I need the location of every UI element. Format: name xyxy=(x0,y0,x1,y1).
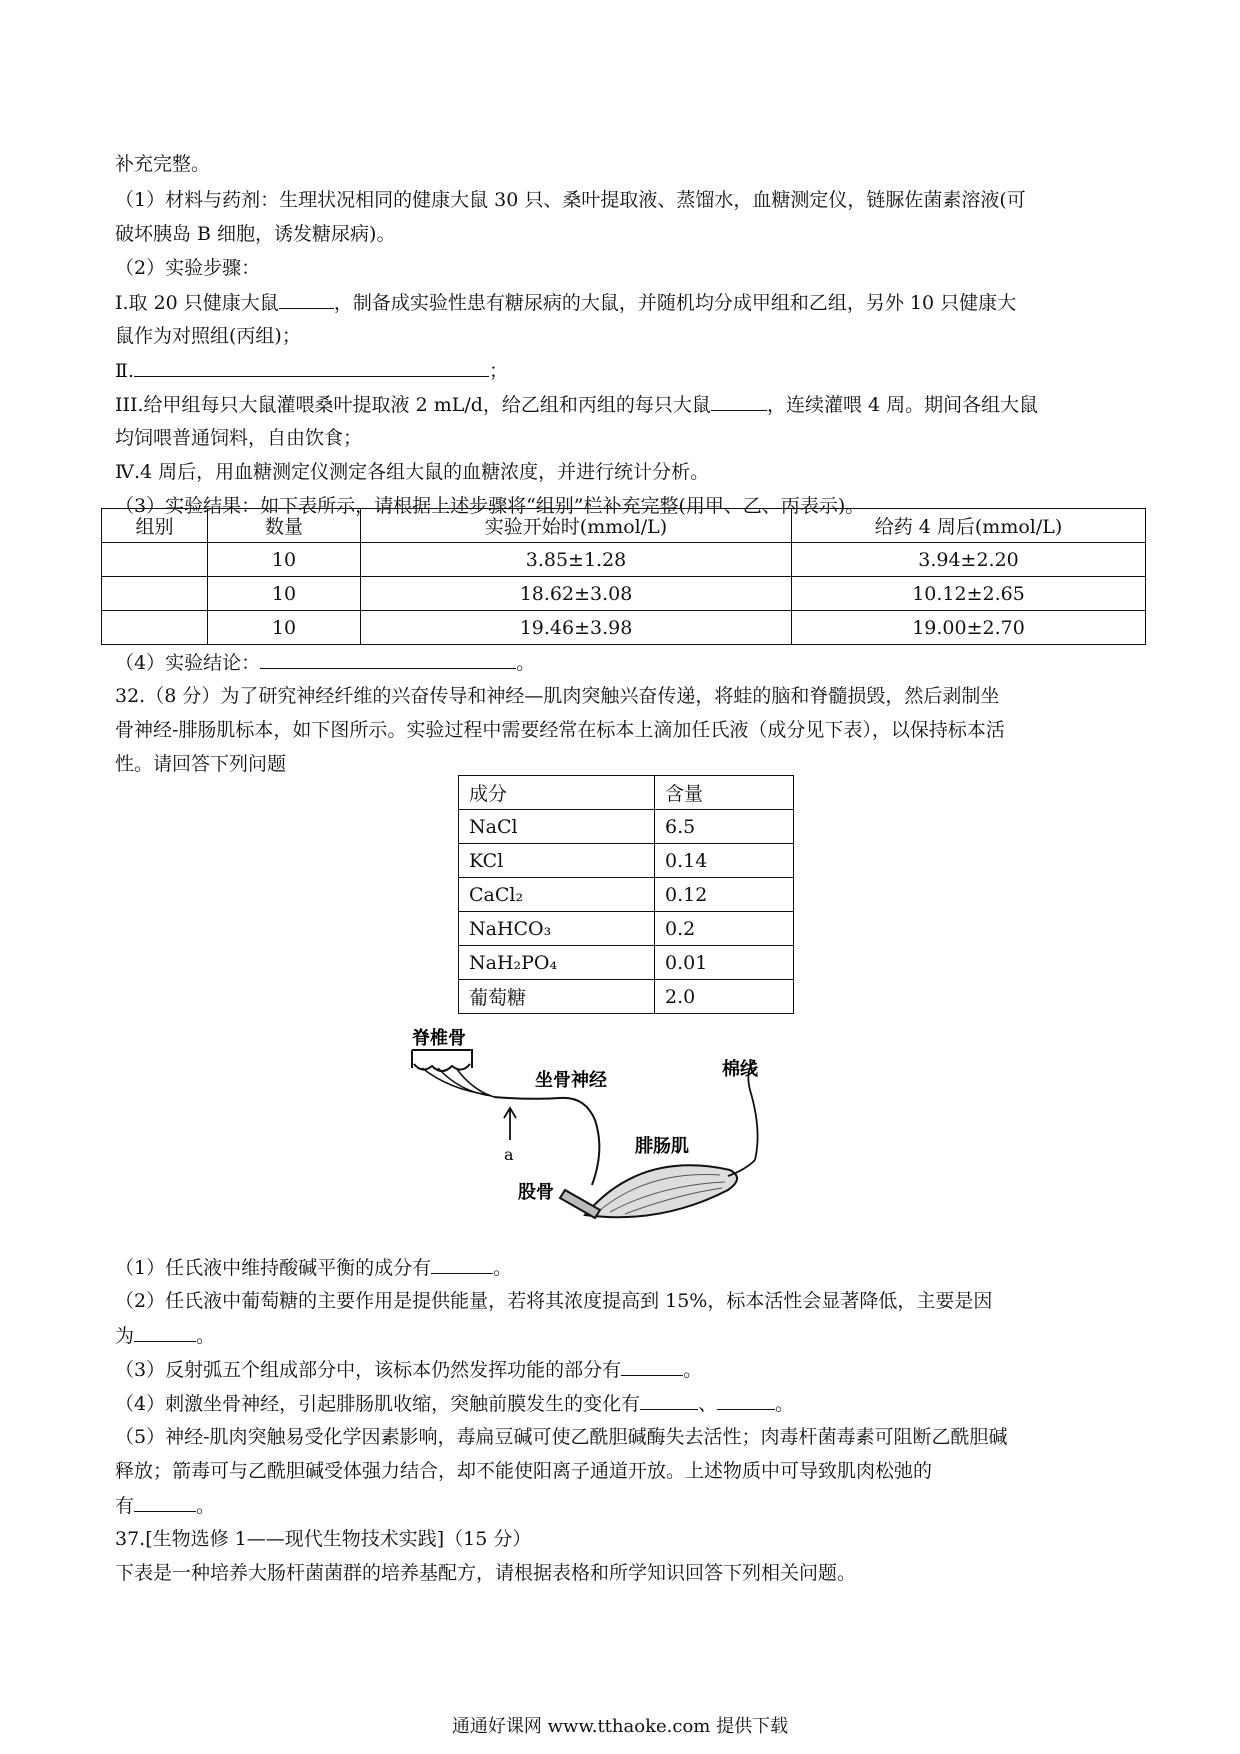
text-span: Ⅱ. xyxy=(115,360,134,382)
text-line: 32.（8 分）为了研究神经纤维的兴奋传导和神经—肌肉突触兴奋传递，将蛙的脑和脊髓损毁，然后剥制坐 xyxy=(115,685,1000,707)
table-cell: KCl xyxy=(459,844,655,878)
label-femur: 股骨 xyxy=(518,1182,554,1203)
table-cell: 10 xyxy=(208,577,361,611)
text-line xyxy=(115,392,1038,417)
answer-blank[interactable] xyxy=(134,1323,196,1342)
label-sciatic-nerve: 坐骨神经 xyxy=(535,1070,607,1091)
label-spine: 脊椎骨 xyxy=(412,1028,466,1049)
nerve-muscle-figure xyxy=(410,1020,830,1245)
table-row xyxy=(102,611,1146,645)
table-row xyxy=(459,878,794,912)
text-line: （3）实验结果：如下表所示，请根据上述步骤将“组别”栏补充完整(用甲、乙、丙表示)。 xyxy=(115,495,865,517)
table-cell: NaHCO₃ xyxy=(459,912,655,946)
table-row xyxy=(459,912,794,946)
text-span: 。 xyxy=(196,1325,216,1347)
text-line: Ⅳ.4 周后，用血糖测定仪测定各组大鼠的血糖浓度，并进行统计分析。 xyxy=(115,461,710,483)
text-line xyxy=(115,1255,512,1280)
text-span: （4）刺激坐骨神经，引起腓肠肌收缩，突触前膜发生的变化有 xyxy=(115,1393,641,1415)
table-header: 数量 xyxy=(208,509,361,543)
answer-blank[interactable] xyxy=(640,1391,698,1410)
group-cell[interactable] xyxy=(102,543,208,577)
answer-blank[interactable] xyxy=(711,392,767,411)
text-span: 。 xyxy=(493,1257,513,1279)
text-span: （4）实验结论： xyxy=(115,652,261,674)
text-line: （2）任氏液中葡萄糖的主要作用是提供能量，若将其浓度提高到 15%，标本活性会显著降低，主要是因 xyxy=(115,1290,993,1312)
text-line xyxy=(115,1493,215,1518)
table-row xyxy=(459,980,794,1014)
table-header: 实验开始时(mmol/L) xyxy=(361,509,792,543)
text-line: （1）材料与药剂：生理状况相同的健康大鼠 30 只、桑叶提取液、蒸馏水，血糖测定仪，链脲佐菌素溶液(可 xyxy=(115,189,1026,211)
table-header: 组别 xyxy=(102,509,208,543)
text-span: 为 xyxy=(115,1325,135,1347)
text-span: （3）反射弧五个组成部分中，该标本仍然发挥功能的部分有 xyxy=(115,1359,622,1381)
text-span: 。 xyxy=(516,652,536,674)
group-cell[interactable] xyxy=(102,611,208,645)
table-header: 含量 xyxy=(655,776,794,810)
table-row xyxy=(459,946,794,980)
table-cell: 0.01 xyxy=(655,946,794,980)
text-span: 。 xyxy=(196,1495,216,1517)
table-cell: 19.00±2.70 xyxy=(792,611,1146,645)
answer-blank[interactable] xyxy=(431,1255,493,1274)
table-cell: 6.5 xyxy=(655,810,794,844)
text-line: 破坏胰岛 B 细胞，诱发糖尿病)。 xyxy=(115,223,396,245)
answer-blank[interactable] xyxy=(134,1493,196,1512)
group-cell[interactable] xyxy=(102,577,208,611)
ringer-solution-table xyxy=(458,775,794,1014)
table-cell: 0.12 xyxy=(655,878,794,912)
text-line: （5）神经-肌肉突触易受化学因素影响，毒扁豆碱可使乙酰胆碱酶失去活性；肉毒杆菌毒素可阻断乙酰胆碱 xyxy=(115,1426,1008,1448)
table-cell: 葡萄糖 xyxy=(459,980,655,1014)
spine-bracket xyxy=(412,1050,472,1068)
text-line: 鼠作为对照组(丙组)； xyxy=(115,325,301,347)
answer-blank[interactable] xyxy=(134,358,489,377)
text-span: 。 xyxy=(775,1393,795,1415)
table-row xyxy=(102,577,1146,611)
table-cell: 3.94±2.20 xyxy=(792,543,1146,577)
text-line xyxy=(115,1391,794,1416)
text-line: 释放；箭毒可与乙酰胆碱受体强力结合，却不能使阳离子通道开放。上述物质中可导致肌肉松弛的 xyxy=(115,1460,933,1482)
table-cell: NaH₂PO₄ xyxy=(459,946,655,980)
table-cell: 10 xyxy=(208,611,361,645)
text-span: III.给甲组每只大鼠灌喂桑叶提取液 2 mL/d，给乙组和丙组的每只大鼠 xyxy=(115,394,711,416)
stimulus-arrow xyxy=(504,1108,516,1140)
text-span: 有 xyxy=(115,1495,135,1517)
results-table xyxy=(101,508,1146,645)
text-line xyxy=(115,290,1016,315)
nerve-roots xyxy=(422,1068,494,1097)
text-line: 骨神经-腓肠肌标本，如下图所示。实验过程中需要经常在标本上滴加任氏液（成分见下表），以保持标本活 xyxy=(115,719,1005,741)
text-span: ，连续灌喂 4 周。期间各组大鼠 xyxy=(766,394,1039,416)
table-cell: 0.2 xyxy=(655,912,794,946)
text-line: （2）实验步骤： xyxy=(115,257,261,279)
text-line xyxy=(115,1357,702,1382)
table-cell: 18.62±3.08 xyxy=(361,577,792,611)
table-cell: 0.14 xyxy=(655,844,794,878)
text-span: 。 xyxy=(683,1359,703,1381)
table-row xyxy=(102,543,1146,577)
answer-blank[interactable] xyxy=(260,650,516,669)
text-line xyxy=(115,650,535,675)
page-footer: 通通好课网 www.tthaoke.com 提供下载 xyxy=(451,1716,789,1737)
label-point-a: a xyxy=(504,1145,514,1164)
text-line xyxy=(115,1323,215,1348)
label-muscle: 腓肠肌 xyxy=(635,1136,689,1157)
table-row xyxy=(459,810,794,844)
text-line: 37.[生物选修 1——现代生物技术实践]（15 分） xyxy=(115,1528,532,1550)
table-cell: 2.0 xyxy=(655,980,794,1014)
text-line: 下表是一种培养大肠杆菌菌群的培养基配方，请根据表格和所学知识回答下列相关问题。 xyxy=(115,1562,857,1584)
table-cell: 10.12±2.65 xyxy=(792,577,1146,611)
answer-blank[interactable] xyxy=(621,1357,683,1376)
table-cell: 3.85±1.28 xyxy=(361,543,792,577)
table-row xyxy=(459,844,794,878)
table-header: 成分 xyxy=(459,776,655,810)
table-cell: NaCl xyxy=(459,810,655,844)
text-line xyxy=(115,358,508,383)
table-cell: 10 xyxy=(208,543,361,577)
table-header: 给药 4 周后(mmol/L) xyxy=(792,509,1146,543)
label-thread: 棉线 xyxy=(722,1059,758,1080)
text-span: 、 xyxy=(698,1393,718,1415)
answer-blank[interactable] xyxy=(279,290,334,309)
text-span: Ⅰ.取 20 只健康大鼠 xyxy=(115,292,279,314)
answer-blank[interactable] xyxy=(717,1391,775,1410)
table-cell: CaCl₂ xyxy=(459,878,655,912)
text-line: 补充完整。 xyxy=(115,153,211,175)
text-span: ，制备成实验性患有糖尿病的大鼠，并随机均分成甲组和乙组，另外 10 只健康大 xyxy=(333,292,1017,314)
text-line: 均饲喂普通饲料，自由饮食； xyxy=(115,427,363,449)
text-line: 性。请回答下列问题 xyxy=(115,753,287,775)
table-cell: 19.46±3.98 xyxy=(361,611,792,645)
text-span: ； xyxy=(488,360,508,382)
text-span: （1）任氏液中维持酸碱平衡的成分有 xyxy=(115,1257,432,1279)
